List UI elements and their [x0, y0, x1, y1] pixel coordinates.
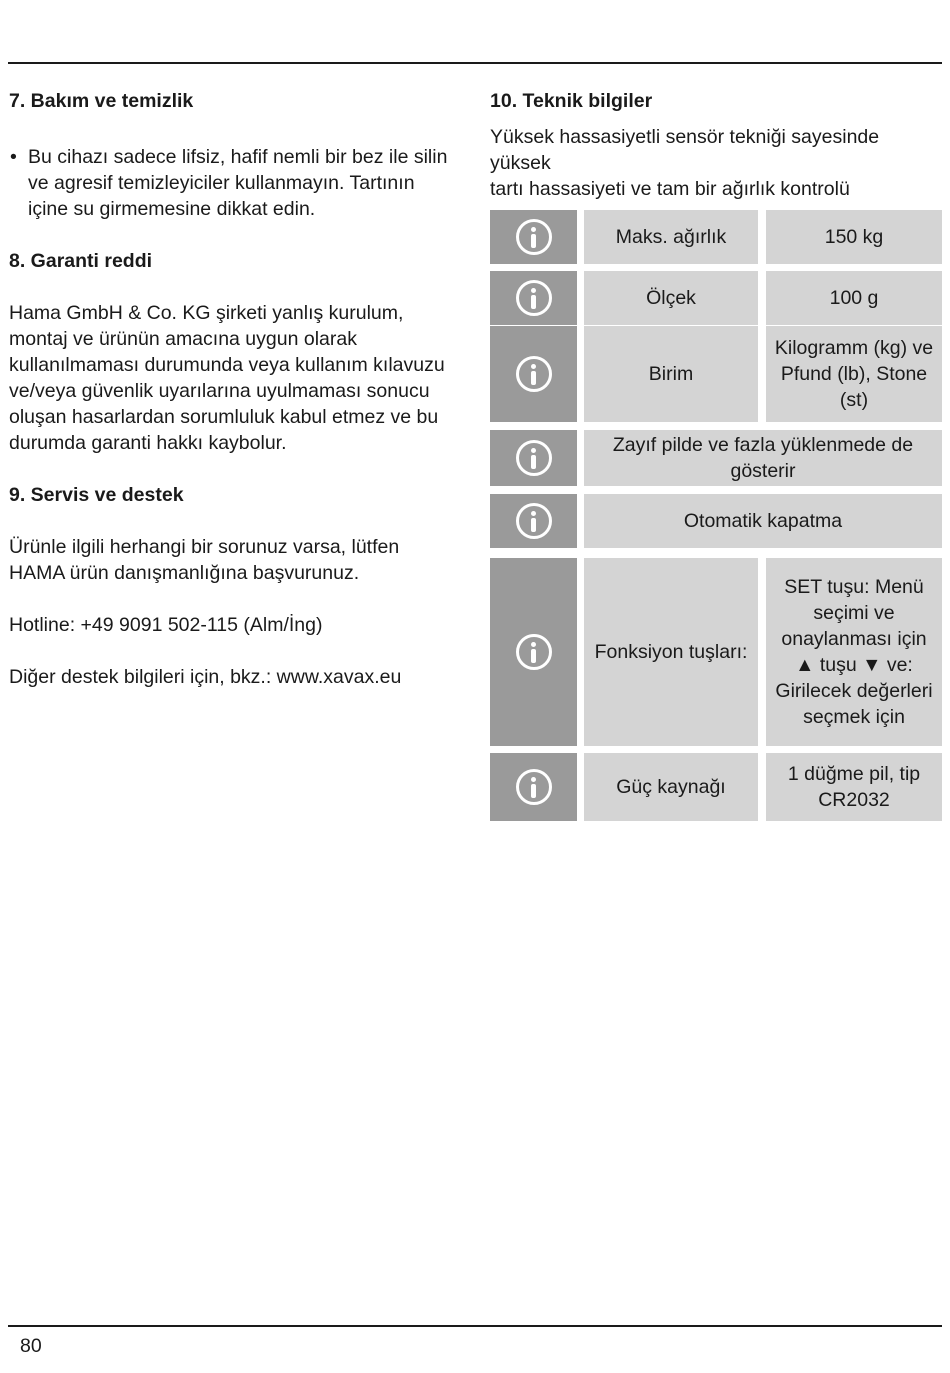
- paragraph-line: oluşan hasarlardan sorumluluk kabul etmez ve bu: [9, 406, 439, 428]
- icon-cell: [490, 494, 577, 548]
- bullet-line: ve agresif temizleyiciler kullanmayın. Tartının: [28, 172, 415, 194]
- icon-cell: [490, 558, 577, 746]
- info-icon: [516, 440, 552, 476]
- spec-label: Ölçek: [584, 271, 758, 325]
- info-icon: [516, 219, 552, 255]
- spec-row-scale: [490, 271, 942, 325]
- value-line: SET tuşu: Menü: [784, 576, 924, 598]
- value-line: ▲ tuşu ▼ ve:: [795, 654, 913, 676]
- icon-cell: [490, 326, 577, 422]
- info-icon: [516, 769, 552, 805]
- value-line: seçmek için: [803, 706, 905, 728]
- icon-cell: [490, 210, 577, 264]
- icon-cell: [490, 271, 577, 325]
- cleaning-bullet: [9, 144, 459, 222]
- spec-row-power: [490, 753, 942, 821]
- support-link-text: Diğer destek bilgileri için, bkz.: www.xavax.eu: [9, 666, 402, 688]
- bullet-line: Bu cihazı sadece lifsiz, hafif nemli bir bez ile silin: [28, 146, 448, 168]
- paragraph-line: kullanılmaması durumunda veya kullanım kılavuzu: [9, 354, 445, 376]
- spec-value: [766, 326, 942, 422]
- spec-label: Güç kaynağı: [584, 753, 758, 821]
- spec-value: 100 g: [766, 271, 942, 325]
- info-icon: [516, 503, 552, 539]
- spec-value: [766, 753, 942, 821]
- section-8-heading: 8. Garanti reddi: [9, 250, 153, 272]
- spec-row-function-keys: [490, 558, 942, 746]
- icon-cell: [490, 430, 577, 486]
- top-rule: [8, 62, 942, 64]
- value-line: Girilecek değerleri: [775, 680, 933, 702]
- spec-label: Fonksiyon tuşları:: [584, 558, 758, 746]
- value-line: seçimi ve: [813, 602, 895, 624]
- spec-value: 150 kg: [766, 210, 942, 264]
- info-icon: [516, 280, 552, 316]
- warranty-paragraph: [9, 300, 459, 456]
- span-line: gösterir: [730, 460, 796, 482]
- spec-row-auto-off: [490, 494, 942, 548]
- spec-value: [766, 558, 942, 746]
- spec-row-low-battery: [490, 430, 942, 486]
- value-line: CR2032: [818, 789, 890, 811]
- info-icon: [516, 356, 552, 392]
- bottom-rule: [8, 1325, 942, 1327]
- spec-label: Birim: [584, 326, 758, 422]
- spec-label: Maks. ağırlık: [584, 210, 758, 264]
- value-line: Pfund (lb), Stone: [780, 363, 928, 385]
- service-paragraph: [9, 534, 459, 586]
- spec-row-unit: [490, 326, 942, 422]
- info-icon: [516, 634, 552, 670]
- paragraph-line: ve/veya güvenlik uyarılarına uyulmaması sonucu: [9, 380, 430, 402]
- value-line: onaylanması için: [781, 628, 927, 650]
- paragraph-line: Ürünle ilgili herhangi bir sorunuz varsa, lütfen: [9, 536, 400, 558]
- icon-cell: [490, 753, 577, 821]
- bullet-line: içine su girmemesine dikkat edin.: [28, 198, 316, 220]
- tech-intro-line: Yüksek hassasiyetli sensör tekniği sayesinde yüksek: [490, 126, 880, 174]
- section-10-heading: 10. Teknik bilgiler: [490, 90, 653, 112]
- page-number: 80: [20, 1335, 42, 1357]
- spec-row-max-weight: [490, 210, 942, 264]
- value-line: 1 düğme pil, tip: [787, 763, 921, 785]
- paragraph-line: montaj ve ürünün amacına uygun olarak: [9, 328, 357, 350]
- value-line: (st): [839, 389, 869, 411]
- tech-intro-line: tartı hassasiyeti ve tam bir ağırlık kontrolü: [490, 178, 850, 200]
- spec-span-text: Otomatik kapatma: [584, 494, 942, 548]
- spec-span-text: [584, 430, 942, 486]
- paragraph-line: durumda garanti hakkı kaybolur.: [9, 432, 287, 454]
- right-column: [490, 88, 942, 202]
- span-line: Zayıf pilde ve fazla yüklenmede de: [612, 434, 914, 456]
- bullet-dot: •: [10, 146, 17, 168]
- section-9-heading: 9. Servis ve destek: [9, 484, 184, 506]
- paragraph-line: Hama GmbH & Co. KG şirketi yanlış kurulum,: [9, 302, 404, 324]
- section-7-heading: 7. Bakım ve temizlik: [9, 90, 194, 112]
- value-line: Kilogramm (kg) ve: [774, 337, 934, 359]
- hotline-text: Hotline: +49 9091 502-115 (Alm/İng): [9, 614, 323, 636]
- left-column: [9, 88, 459, 690]
- paragraph-line: HAMA ürün danışmanlığına başvurunuz.: [9, 562, 360, 584]
